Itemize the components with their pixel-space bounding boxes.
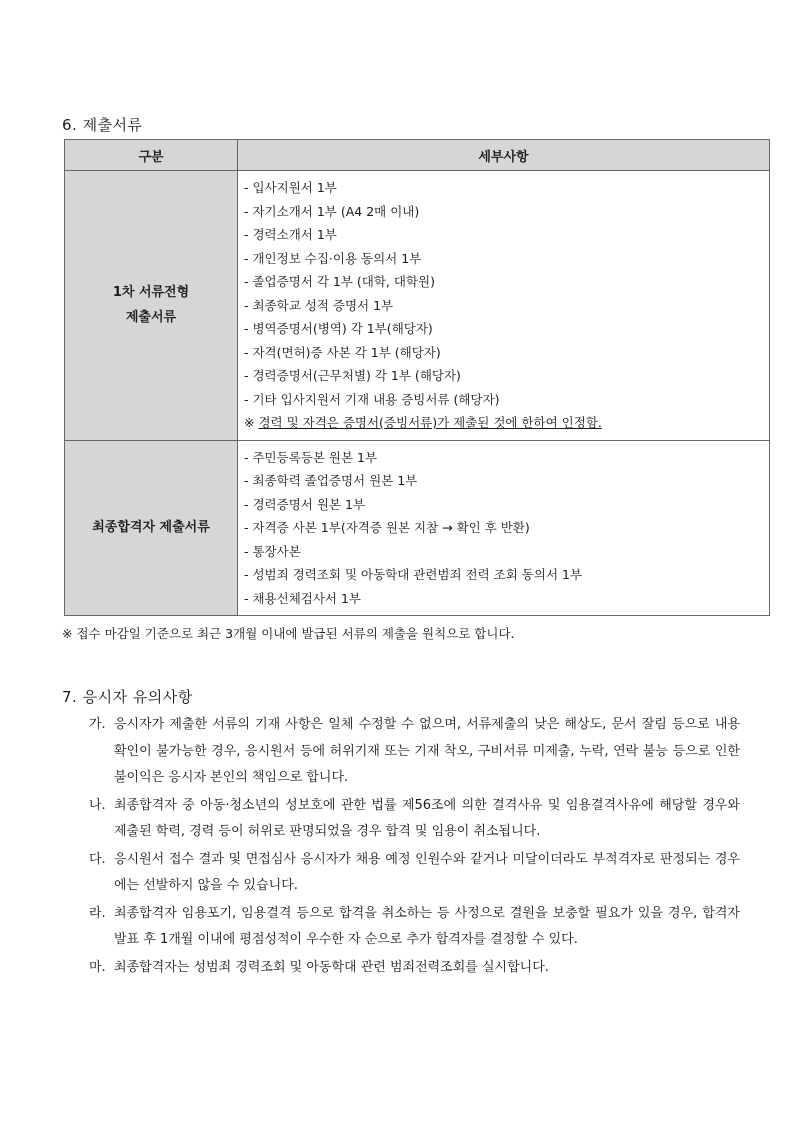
- notice-marker: 나.: [89, 797, 106, 813]
- details-first-stage: [238, 171, 770, 441]
- category-final: [65, 440, 238, 616]
- notice-marker: 다.: [89, 851, 106, 867]
- list-item: - 병역증명서(병역) 각 1부(해당자): [244, 321, 433, 336]
- table-header-row: [65, 140, 770, 171]
- list-item: - 통장사본: [244, 543, 301, 559]
- table-row-first-stage: [65, 171, 770, 441]
- list-item: - 자기소개서 1부 (A4 2매 이내): [244, 203, 420, 219]
- list-item: - 경력증명서(근무처별) 각 1부 (해당자): [244, 368, 461, 383]
- notice-item: [90, 901, 740, 954]
- notice-text: 최종합격자 임용포기, 임용결격 등으로 합격을 취소하는 등 사정으로 결원을 보충할 필요가 있을 경우, 합격자 발표 후 1개월 이내에 평점성적이 우수한 자 순으로 추가 합격자를 결정할 수 있다.: [114, 905, 740, 947]
- submission-footnote: ※ 접수 마감일 기준으로 최근 3개월 이내에 발급된 서류의 제출을 원칙으로 합니다.: [62, 626, 515, 641]
- list-item: - 졸업증명서 각 1부 (대학, 대학원): [244, 274, 435, 289]
- list-item: - 기타 입사지원서 기재 내용 증빙서류 (해당자): [244, 391, 500, 407]
- list-item: - 자격증 사본 1부(자격증 원본 지참 → 확인 후 반환): [244, 520, 530, 535]
- notice-item: [90, 712, 740, 792]
- category-line: 최종합격자 제출서류: [92, 520, 210, 536]
- details-final: [238, 440, 770, 616]
- note-mark: ※: [244, 415, 259, 430]
- notice-text: 응시자가 제출한 서류의 기재 사항은 일체 수정할 수 없으며, 서류제출의 낮은 해상도, 문서 잘림 등으로 내용 확인이 불가능한 경우, 응시원서 등에 허위기재 또는 기재 착오, 구비서류 미제출, 누락, 연락 불능 등으로 인한 불이익은 응시자 본인의 책임으로 합니다.: [114, 717, 740, 785]
- notice-marker: 라.: [89, 905, 106, 921]
- notice-text: 최종합격자는 성범죄 경력조회 및 아동학대 관련 범죄전력조회를 실시합니다.: [114, 959, 549, 975]
- list-item: - 최종학력 졸업증명서 원본 1부: [244, 473, 418, 488]
- list-item: - 개인정보 수집·이용 동의서 1부: [244, 250, 422, 266]
- section6-title: 6. 제출서류: [62, 116, 143, 134]
- section7-title: 7. 응시자 유의사항: [62, 688, 193, 706]
- notice-text: 최종합격자 중 아동·청소년의 성보호에 관한 법률 제56조에 의한 결격사유 및 임용결격사유에 해당할 경우와 제출된 학력, 경력 등이 허위로 판명되었을 경우 합격 및 임용이 취소됩니다.: [114, 797, 740, 839]
- notice-item: [90, 793, 740, 846]
- list-item: - 최종학교 성적 증명서 1부: [244, 297, 394, 313]
- category-first-stage: [65, 171, 238, 441]
- category-line: 1차 서류전형: [112, 285, 190, 301]
- note-text: 경력 및 자격은 증명서(증빙서류)가 제출된 것에 한하여 인정함.: [258, 415, 602, 430]
- notice-item: [90, 955, 740, 982]
- list-item: - 경력증명서 원본 1부: [244, 496, 365, 512]
- notice-item: [90, 847, 740, 900]
- list-item: - 입사지원서 1부: [244, 180, 337, 195]
- table-row-final: [65, 440, 770, 616]
- list-item: - 자격(면허)증 사본 각 1부 (해당자): [244, 344, 441, 360]
- notice-list: [90, 712, 740, 982]
- list-item: - 채용신체검사서 1부: [244, 590, 362, 606]
- header-details: 세부사항: [238, 140, 770, 171]
- table-note: [244, 411, 763, 435]
- notice-marker: 마.: [89, 959, 106, 975]
- header-category: 구분: [65, 140, 238, 171]
- documents-table: [64, 139, 770, 616]
- list-item: - 성범죄 경력조회 및 아동학대 관련범죄 전력 조회 동의서 1부: [244, 567, 583, 582]
- list-item: - 주민등록등본 원본 1부: [244, 449, 378, 465]
- notice-text: 응시원서 접수 결과 및 면접심사 응시자가 채용 예정 인원수와 같거나 미달이더라도 부적격자로 판정되는 경우에는 선발하지 않을 수 있습니다.: [114, 851, 740, 893]
- notice-marker: 가.: [89, 717, 106, 732]
- category-line: 제출서류: [125, 310, 177, 326]
- list-item: - 경력소개서 1부: [244, 227, 337, 242]
